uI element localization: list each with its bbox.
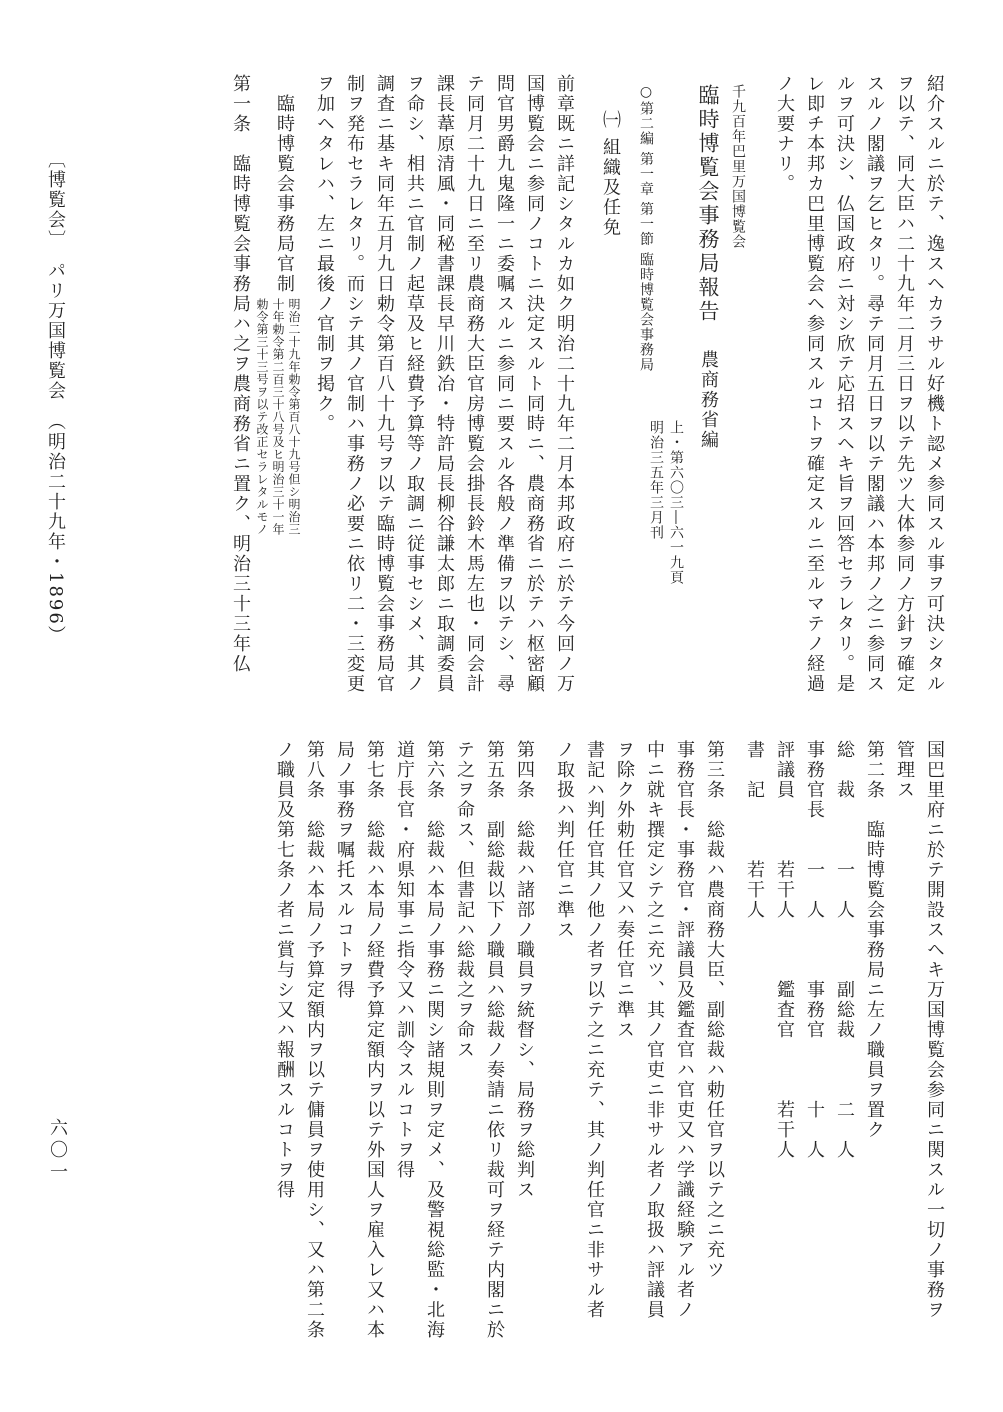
lower-line: 書記ハ判任官其ノ他ノ者ヲ以テ之ニ充テ、其ノ判任官ニ非サル者 — [584, 740, 605, 1320]
publication-date: 明治三五年三月刊 — [648, 420, 664, 540]
subsection-heading: ㈠ 組織及任免 — [600, 110, 621, 238]
lower-line: 管理ス — [894, 740, 915, 800]
lower-line: 事務官長 一 人 事務官 十 人 — [804, 740, 825, 1160]
page-number: 六〇一 — [47, 1118, 68, 1184]
body-line: ヲ加ヘタレハ、左ニ最後ノ官制ヲ掲ク。 — [314, 74, 335, 434]
lower-line: テ之ヲ命ス、但書記ハ総裁之ヲ命ス — [454, 740, 475, 1060]
body-line: 制ヲ発布セラレタリ。而シテ其ノ官制ハ事務ノ必要ニ依リ二・三変更 — [344, 74, 365, 694]
lower-line: 評議員 若干人 鑑査官 若干人 — [774, 740, 795, 1160]
lower-line: 書 記 若干人 — [744, 740, 765, 920]
lower-line: 事務官長・事務官・評議員及鑑査官ハ官吏又ハ学識経験アル者ノ — [674, 740, 695, 1320]
section-heading: ○第二編 第一章 第一節 臨時博覧会事務局 — [638, 84, 654, 373]
decree-note: 明治二十九年勅令第百八十九号但シ明治三 — [287, 298, 301, 536]
volume-pages: 上・第六〇三―六一九頁 — [668, 420, 684, 585]
upper-line: ヲ以テ、同大臣ハ二十九年二月三日ヲ以テ先ツ大体参同ノ方針ヲ確定 — [894, 74, 915, 694]
article-1: 第一条 臨時博覧会事務局ハ之ヲ農商務省ニ置ク、明治三十三年仏 — [230, 74, 251, 674]
body-line: 調査ニ基キ同年五月九日勅令第百八十九号ヲ以テ臨時博覧会事務局官 — [374, 74, 395, 694]
lower-line: 道庁長官・府県知事ニ指令又ハ訓令スルコトヲ得 — [394, 740, 415, 1180]
body-line: 国博覧会ニ参同ノコトニ決定スルト同時ニ、農商務省ニ於テハ枢密顧 — [524, 74, 545, 694]
body-line: 問官男爵九鬼隆一ニ委嘱スルニ参同ニ要スル各般ノ準備ヲ以テシ、尋 — [494, 74, 515, 694]
lower-line: 第七条 総裁ハ本局ノ経費予算定額内ヲ以テ外国人ヲ雇入レ又ハ本 — [364, 740, 385, 1340]
source-title: 千九百年巴里万国博覧会 — [730, 84, 746, 249]
upper-line: 紹介スルニ於テ、逸スヘカラサル好機ト認メ参同スル事ヲ可決シタル — [924, 74, 945, 694]
body-line: テ同月二十九日ニ至リ農商務大臣官房博覧会掛長鈴木馬左也・同会計 — [464, 74, 485, 694]
lower-line: 総 裁 一 人 副総裁 二 人 — [834, 740, 855, 1160]
decree-note: 十年勅令第二百三十八号及ヒ明治三十一年 — [271, 298, 285, 536]
lower-line: 第四条 総裁ハ諸部ノ職員ヲ統督シ、局務ヲ総判ス — [514, 740, 535, 1200]
lower-line: ノ職員及第七条ノ者ニ賞与シ又ハ報酬スルコトヲ得 — [274, 740, 295, 1200]
lower-line: 第二条 臨時博覧会事務局ニ左ノ職員ヲ置ク — [864, 740, 885, 1140]
body-line: 前章既ニ詳記シタルカ如ク明治二十九年二月本邦政府ニ於テ今回ノ万 — [554, 74, 575, 694]
upper-line: ノ大要ナリ。 — [774, 74, 795, 194]
upper-line: レ即チ本邦カ巴里博覧会ヘ参同スルコトヲ確定スルニ至ルマテノ経過 — [804, 74, 825, 694]
lower-line: 第五条 副総裁以下ノ職員ハ総裁ノ奏請ニ依リ裁可ヲ経テ内閣ニ於 — [484, 740, 505, 1340]
upper-line: ルヲ可決シ、仏国政府ニ対シ欣テ応招スヘキ旨ヲ回答セラレタリ。是 — [834, 74, 855, 694]
lower-line: 第六条 総裁ハ本局ノ事務ニ関シ諸規則ヲ定メ、及警視総監・北海 — [424, 740, 445, 1340]
decree-title: 臨時博覧会事務局官制 — [274, 94, 295, 294]
report-title: 臨時博覧会事務局報告 — [696, 84, 720, 324]
lower-line: 第三条 総裁ハ農商務大臣、副総裁ハ勅任官ヲ以テ之ニ充ツ — [704, 740, 725, 1280]
lower-line: 国巴里府ニ於テ開設スヘキ万国博覧会参同ニ関スル一切ノ事務ヲ — [924, 740, 945, 1320]
body-line: 課長葦原清風・同秘書課長早川鉄冶・特許局長柳谷謙太郎ニ取調委員 — [434, 74, 455, 694]
decree-note: 勅令第三十三号ヲ以テ改正セラレタルモノ — [255, 298, 269, 536]
lower-line: ヲ除ク外勅任官又ハ奏任官ニ準ス — [614, 740, 635, 1040]
upper-line: スルノ閣議ヲ乞ヒタリ。尋テ同月五日ヲ以テ閣議ハ本邦ノ之ニ参同ス — [864, 74, 885, 694]
lower-line: 第八条 総裁ハ本局ノ予算定額内ヲ以テ傭員ヲ使用シ、又ハ第二条 — [304, 740, 325, 1340]
lower-line: 局ノ事務ヲ嘱托スルコトヲ得 — [334, 740, 355, 1000]
running-head: 〔博覧会〕 パリ万国博覧会 （明治二十九年・1896） — [45, 150, 66, 646]
lower-line: ノ取扱ハ判任官ニ準ス — [554, 740, 575, 940]
editor: 農商務省編 — [698, 350, 719, 450]
lower-line: 中ニ就キ撰定シテ之ニ充ツ、其ノ官吏ニ非サル者ノ取扱ハ評議員 — [644, 740, 665, 1320]
body-line: ヲ命シ、相共ニ官制ノ起草及ヒ経費予算等ノ取調ニ従事セシメ、其ノ — [404, 74, 425, 694]
